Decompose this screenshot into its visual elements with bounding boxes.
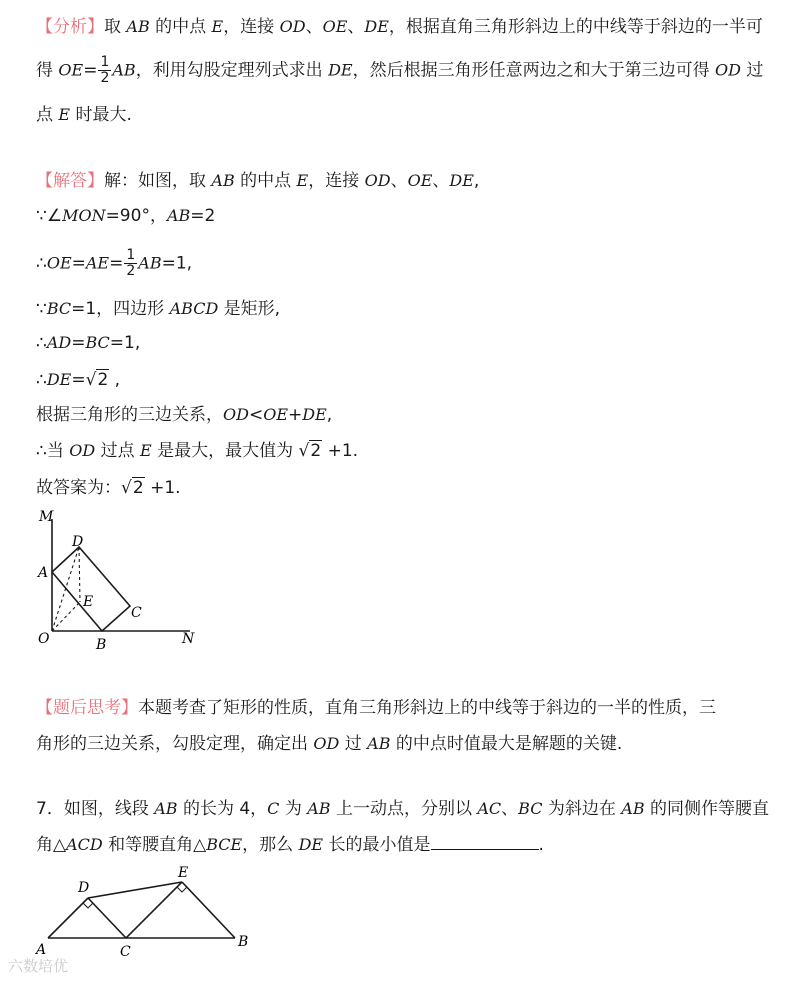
segment-ad: [48, 898, 88, 938]
text: 为斜边在: [542, 799, 622, 819]
math-var: OE: [407, 171, 433, 190]
problem7-line-2: [36, 834, 544, 856]
reflection-line-1: [36, 697, 716, 719]
text: 、: [347, 17, 365, 37]
text: 为: [279, 799, 308, 819]
text: 过: [740, 60, 764, 81]
math-var: DE: [302, 405, 327, 424]
math-var: DE: [298, 835, 324, 854]
sqrt-2: [86, 369, 110, 391]
text: ∴当: [36, 441, 70, 461]
text: 角△: [36, 835, 67, 855]
triangles-figure: [30, 862, 260, 957]
math-var: OD: [715, 60, 741, 80]
reflection-line-2: [36, 733, 622, 755]
solution-line-8: [36, 440, 358, 462]
math-var: DE: [449, 171, 474, 190]
math-var: OD: [364, 171, 391, 190]
text: ,: [473, 171, 480, 191]
text: <: [248, 405, 264, 425]
solution-line-3: [36, 248, 192, 279]
math-var: AB: [126, 17, 150, 36]
segment-oe: [52, 602, 80, 631]
sqrt-2: [299, 440, 323, 462]
sqrt-radicand: 2: [97, 370, 109, 390]
math-var: OD: [69, 441, 96, 460]
math-var: AB: [154, 799, 178, 818]
right-angle-mark-e: [177, 887, 187, 892]
text: ，然后根据三角形任意两边之和大于第三边可得: [352, 60, 716, 81]
solution-line-9: [36, 477, 181, 499]
text: 的中点时值最大是解题的关键.: [390, 734, 623, 754]
text: ，连接: [308, 171, 365, 191]
text: 、: [390, 171, 408, 191]
text: ∵: [36, 299, 47, 319]
text: ，根据直角三角形斜边上的中线等于斜边的一半可: [388, 17, 763, 37]
label-a: A: [38, 565, 49, 581]
text: 是矩形,: [218, 299, 281, 319]
label-o: O: [38, 631, 50, 647]
text: 解：如图，取: [104, 171, 212, 191]
solution-tag: 【解答】: [36, 171, 104, 191]
math-var: ABCD: [169, 299, 219, 318]
solution-line-5: [36, 332, 140, 354]
math-var: OD: [223, 405, 249, 424]
label-b: B: [96, 637, 107, 653]
right-angle-mark-d: [83, 903, 93, 908]
text: =: [71, 253, 86, 274]
label-n: N: [182, 631, 195, 647]
text: =: [71, 370, 86, 390]
math-var: AB: [307, 799, 331, 818]
text: =1,: [109, 333, 141, 353]
text: 上一动点，分别以: [330, 799, 478, 819]
sqrt-radicand: 2: [310, 441, 322, 461]
text: =2: [190, 206, 216, 226]
math-var: DE: [328, 60, 353, 80]
analysis-line-3: [36, 104, 132, 126]
text: 7．如图，线段: [36, 799, 155, 819]
text: =1,: [161, 253, 193, 274]
solution-line-4: [36, 298, 280, 320]
label-e: E: [83, 594, 94, 610]
math-var: OE: [58, 60, 84, 80]
text: 的中点: [149, 17, 212, 37]
label-m: M: [39, 509, 54, 525]
fraction-denominator: 2: [100, 70, 110, 86]
segment-de: [79, 547, 80, 602]
text: 得: [36, 60, 59, 81]
text: +: [288, 405, 303, 425]
rectangle-figure: [30, 505, 210, 655]
reflection-tag: 【题后思考】: [36, 698, 138, 718]
label-a: A: [36, 942, 47, 957]
text: .: [538, 835, 544, 855]
text: ,: [326, 405, 333, 425]
math-var: OE: [322, 17, 348, 36]
text: 是最大，最大值为: [151, 441, 299, 461]
text: 点: [36, 105, 59, 125]
math-var: AC: [477, 799, 502, 818]
watermark: 六数培优: [8, 957, 69, 975]
math-var: E: [296, 171, 309, 190]
fraction-half: [124, 248, 137, 279]
problem7-line-1: [36, 798, 769, 820]
math-var: C: [267, 799, 280, 818]
label-d: D: [72, 534, 84, 550]
text: 、: [501, 799, 519, 819]
text: 角形的三边关系，勾股定理，确定出: [36, 734, 314, 754]
segment-dc: [88, 898, 126, 938]
sqrt-radicand: 2: [132, 478, 144, 498]
text: ，连接: [223, 17, 280, 37]
text: ∴: [36, 253, 47, 274]
math-var: OE: [46, 253, 72, 273]
math-var: BCE: [206, 835, 243, 854]
fraction-denominator: 2: [126, 263, 136, 279]
math-var: OD: [279, 17, 306, 36]
solution-line-6: [36, 369, 120, 391]
text: 过: [339, 734, 368, 754]
text: 时最大.: [70, 105, 132, 125]
math-var: AB: [621, 799, 645, 818]
analysis-line-1: [36, 16, 763, 38]
solution-line-7: [36, 404, 332, 426]
math-var: E: [140, 441, 152, 460]
math-var: AB: [138, 253, 162, 273]
analysis-tag: 【分析】: [36, 17, 104, 37]
text: ∴: [36, 333, 47, 353]
text: =90°，: [105, 206, 167, 226]
text: 根据三角形的三边关系，: [36, 405, 223, 425]
fraction-half: [98, 55, 111, 86]
text: +1.: [144, 478, 181, 498]
sqrt-2: [121, 477, 145, 499]
text: =: [83, 60, 98, 81]
math-var: AB: [367, 734, 391, 753]
text: 、: [305, 17, 323, 37]
math-var: E: [58, 105, 71, 124]
text: ，利用勾股定理列式求出: [135, 60, 329, 81]
answer-blank[interactable]: [431, 835, 539, 850]
text: ,: [109, 370, 121, 390]
math-var: E: [211, 17, 224, 36]
math-var: OD: [313, 734, 340, 753]
solution-line-2: [36, 205, 215, 227]
math-var: AE: [85, 253, 110, 273]
rectangle-abcd: [52, 547, 130, 631]
math-var: AB: [211, 171, 235, 190]
text: 过点: [95, 441, 140, 461]
text: =: [109, 253, 124, 274]
math-var: DE: [46, 370, 72, 389]
text: 的同侧作等腰直: [644, 799, 769, 819]
label-c: C: [120, 944, 131, 957]
math-var: MON: [62, 206, 106, 225]
text: 长的最小值是: [323, 835, 431, 855]
math-var: AD: [46, 333, 72, 352]
text: 的长为 4，: [177, 799, 268, 819]
math-var: BC: [46, 299, 72, 318]
text: 的中点: [234, 171, 297, 191]
label-b: B: [238, 934, 249, 950]
math-var: AB: [112, 60, 136, 80]
text: 本题考查了矩形的性质，直角三角形斜边上的中线等于斜边的一半的性质，三: [138, 698, 716, 718]
text: ，那么: [242, 835, 299, 855]
label-d: D: [78, 880, 90, 896]
solution-line-1: [36, 170, 479, 192]
text: 取: [104, 17, 127, 37]
label-c: C: [131, 605, 142, 621]
sqrt-sign: √: [85, 370, 97, 390]
math-var: OE: [263, 405, 288, 424]
text: =1，四边形: [71, 299, 170, 319]
fraction-numerator: 1: [126, 247, 136, 263]
text: 和等腰直角△: [102, 835, 207, 855]
segment-eb: [182, 882, 235, 938]
text: =: [71, 333, 86, 353]
label-e: E: [178, 865, 189, 881]
math-var: AB: [166, 206, 191, 225]
text: 、: [432, 171, 450, 191]
sqrt-sign: √: [298, 441, 310, 461]
text: ∴: [36, 370, 47, 390]
math-var: DE: [364, 17, 389, 36]
math-var: ACD: [66, 835, 103, 854]
text: 故答案为：: [36, 478, 121, 498]
math-var: BC: [85, 333, 110, 352]
text: +1.: [322, 441, 359, 461]
text: ∵∠: [36, 206, 63, 226]
math-var: BC: [518, 799, 543, 818]
sqrt-sign: √: [121, 478, 132, 498]
analysis-line-2: [36, 55, 763, 86]
fraction-numerator: 1: [100, 54, 110, 70]
